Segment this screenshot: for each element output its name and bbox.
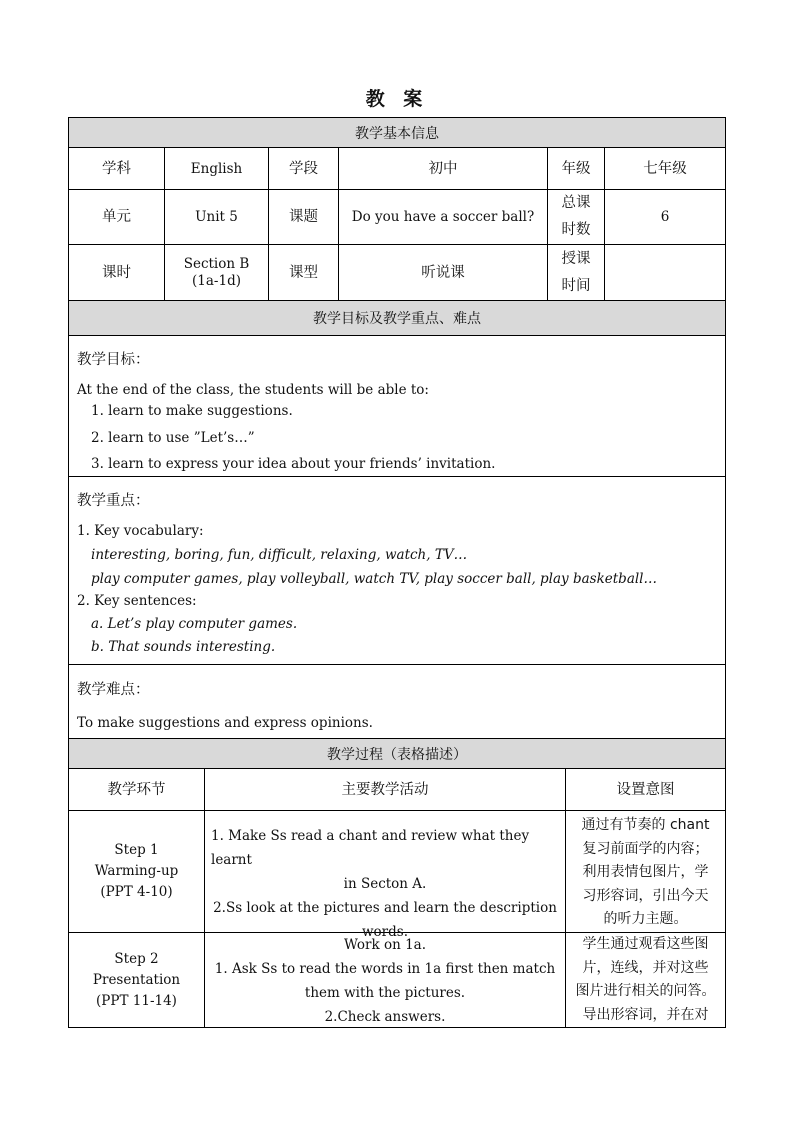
difficulty-title: 教学难点：	[77, 682, 150, 698]
intent-cell	[566, 933, 725, 1027]
total-hours-label	[548, 190, 605, 244]
intent-line: 的听力主题。	[603, 911, 688, 927]
step-phase: Presentation	[92, 971, 181, 988]
step-ppt: (PPT 4-10)	[100, 884, 173, 900]
goals-title: 教学目标：	[77, 352, 150, 368]
period-value-line-2: (1a-1d)	[192, 272, 241, 289]
class-time-label-line-2: 时间	[561, 277, 591, 294]
lesson-type-value: 听说课	[339, 245, 548, 300]
period-value-line-1: Section B	[183, 255, 250, 272]
info-row-1	[69, 148, 725, 190]
activity-line: 1. Make Ss read a chant and review what they learnt	[211, 828, 530, 868]
intent-line: 学生通过观看这些图	[582, 936, 709, 952]
period-label: 课时	[69, 245, 165, 300]
step-ppt: (PPT 11-14)	[96, 992, 177, 1009]
total-hours-value: 6	[660, 209, 670, 225]
intent-line: 复习前面学的内容；	[582, 840, 709, 857]
key-sentences-heading: 2. Key sentences:	[77, 593, 197, 609]
total-hours-label-line-1: 总课	[561, 195, 591, 211]
intent-line: 片，连线，并对这些	[582, 959, 709, 976]
intent-line: 通过有节奏的 chant	[581, 817, 710, 833]
step-phase: Warming-up	[94, 863, 179, 879]
teaching-goals	[69, 336, 725, 477]
info-row-2	[69, 190, 725, 245]
intent-line: 导出形容词，并在对	[582, 1006, 709, 1023]
page-title: 教 案	[365, 88, 429, 110]
topic-value: Do you have a soccer ball?	[339, 190, 548, 244]
col-step-header: 教学环节	[69, 769, 205, 810]
class-time-label-line-1: 授课	[561, 250, 591, 267]
activity-line: words.	[362, 924, 408, 940]
lesson-plan-table	[68, 117, 726, 1028]
subject-label: 学科	[69, 148, 165, 189]
process-step-row	[69, 811, 725, 940]
process-column-headers	[69, 769, 725, 811]
step-number: Step 2	[114, 950, 159, 967]
basic-info-header: 教学基本信息	[69, 118, 725, 148]
intent-line: 习形容词，引出今天	[582, 887, 709, 904]
class-time-label	[548, 245, 605, 300]
unit-label: 单元	[69, 190, 165, 244]
intent-line: 图片进行相关的问答。	[575, 983, 716, 999]
unit-value: Unit 5	[165, 190, 269, 244]
goals-intro: At the end of the class, the students will be able to:	[77, 382, 429, 398]
topic-label: 课题	[269, 190, 339, 244]
grade-label: 年级	[548, 148, 605, 189]
grade-value: 七年级	[643, 160, 687, 177]
subject-value: English	[165, 148, 269, 189]
process-step-row	[69, 933, 725, 1027]
info-row-3	[69, 245, 725, 301]
key-sentence: b. That sounds interesting.	[91, 639, 276, 655]
goal-item: 2. learn to use ”Let’s…”	[91, 430, 255, 446]
col-activity-header: 主要教学活动	[205, 769, 566, 810]
key-vocab-heading: 1. Key vocabulary:	[77, 523, 204, 539]
key-vocab-line: play computer games, play volleyball, watch TV, play soccer ball, play basketball…	[91, 571, 658, 587]
activity-line: them with the pictures.	[304, 985, 466, 1001]
class-time-value	[605, 245, 725, 300]
step-cell	[69, 811, 205, 932]
activity-line: Work on 1a.	[343, 937, 427, 953]
key-points-title: 教学重点：	[77, 493, 150, 509]
key-points	[69, 477, 725, 665]
stage-value: 初中	[339, 148, 548, 189]
stage-label: 学段	[269, 148, 339, 189]
step-cell	[69, 933, 205, 1027]
total-hours-label-line-2: 时数	[561, 222, 591, 238]
key-sentence: a. Let’s play computer games.	[91, 616, 298, 632]
intent-cell	[566, 811, 725, 932]
activity-cell	[205, 933, 566, 1027]
step-number: Step 1	[114, 842, 159, 858]
activity-line: 1. Ask Ss to read the words in 1a first then match	[214, 961, 556, 977]
goal-item: 1. learn to make suggestions.	[91, 403, 293, 419]
intent-line: 利用表情包图片，学	[582, 864, 709, 880]
difficulty-text: To make suggestions and express opinions.	[77, 715, 373, 731]
goal-item: 3. learn to express your idea about your friends’ invitation.	[91, 456, 496, 472]
process-header: 教学过程（表格描述）	[69, 739, 725, 769]
activity-line: 2.Check answers.	[324, 1009, 446, 1025]
col-intent-header: 设置意图	[616, 781, 675, 798]
lesson-type-label: 课型	[269, 245, 339, 300]
objectives-header: 教学目标及教学重点、难点	[69, 301, 725, 336]
difficulties	[69, 665, 725, 739]
activity-line: 2.Ss look at the pictures and learn the description	[213, 900, 557, 916]
period-value	[165, 245, 269, 300]
activity-cell	[205, 811, 566, 940]
key-vocab-line: interesting, boring, fun, difficult, relaxing, watch, TV…	[91, 547, 468, 563]
activity-line: in Secton A.	[343, 876, 427, 892]
